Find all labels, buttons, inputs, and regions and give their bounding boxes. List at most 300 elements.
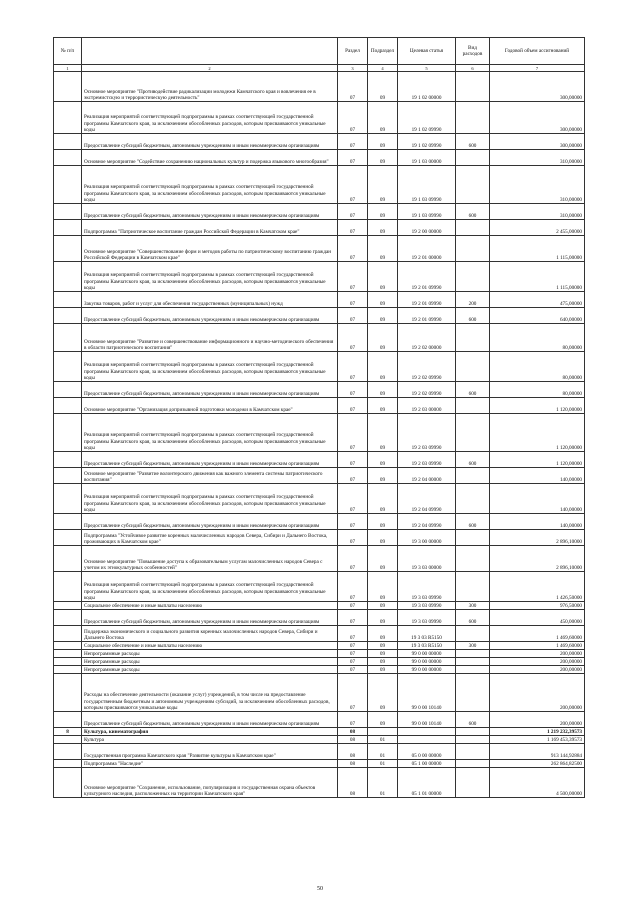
row-vr-cell <box>456 768 490 798</box>
row-name-cell: Основное мероприятие "Развитие и совершенствование информационного и научно-методического обеспечения в области патриотического воспитания" <box>82 324 338 352</box>
row-name-cell: Реализация мероприятий соответствующей подпрограммы в рамках соответствующей государственной программы Камчатского края, за исключением обособленных расходов, которым присваиваются уникальные коды <box>82 414 338 452</box>
row-amount-cell: 1 120,00000 <box>490 452 585 468</box>
table-row <box>54 712 585 728</box>
table-row <box>54 674 585 712</box>
table-row <box>54 204 585 220</box>
row-podrazdel-cell: 09 <box>368 398 398 414</box>
row-amount-cell: 913 144,92884 <box>490 744 585 760</box>
page-number: 50 <box>317 886 323 892</box>
row-number-cell <box>54 382 82 398</box>
row-vr-cell <box>456 666 490 674</box>
row-podrazdel-cell: 09 <box>368 236 398 262</box>
row-name-cell: Реализация мероприятий соответствующей подпрограммы в рамках соответствующей государственной программы Камчатского края, за исключением обособленных расходов, которым присваиваются уникальные коды <box>82 102 338 134</box>
row-amount-cell: 140,00000 <box>490 484 585 514</box>
table-row <box>54 308 585 324</box>
row-podrazdel-cell: 09 <box>368 546 398 572</box>
row-name-cell: Непрограммные расходы <box>82 650 338 658</box>
row-razdel-cell: 07 <box>338 352 368 382</box>
row-number-cell <box>54 650 82 658</box>
row-name-cell: Социальное обеспечение и иные выплаты населению <box>82 602 338 610</box>
row-amount-cell: 200,00000 <box>490 658 585 666</box>
row-number-cell <box>54 744 82 760</box>
table-row <box>54 352 585 382</box>
row-number-cell <box>54 602 82 610</box>
row-vr-cell: 600 <box>456 134 490 150</box>
table-row <box>54 468 585 484</box>
table-row <box>54 744 585 760</box>
row-csr-cell: 19 3 03 00000 <box>398 546 456 572</box>
row-podrazdel-cell: 09 <box>368 572 398 602</box>
row-razdel-cell: 07 <box>338 292 368 308</box>
row-name-cell: Предоставление субсидий бюджетным, автономным учреждениям и иным некоммерческим организациям <box>82 452 338 468</box>
table-row <box>54 658 585 666</box>
row-name-cell: Непрограммные расходы <box>82 666 338 674</box>
row-number-cell <box>54 452 82 468</box>
row-vr-cell: 600 <box>456 308 490 324</box>
row-vr-cell: 200 <box>456 292 490 308</box>
row-amount-cell: 310,00000 <box>490 166 585 204</box>
row-vr-cell <box>456 220 490 236</box>
row-number-cell <box>54 220 82 236</box>
row-csr-cell: 05 0 00 00000 <box>398 744 456 760</box>
table-body <box>54 72 585 798</box>
row-vr-cell: 600 <box>456 712 490 728</box>
row-razdel-cell: 07 <box>338 452 368 468</box>
row-podrazdel-cell: 09 <box>368 134 398 150</box>
row-name-cell: Предоставление субсидий бюджетным, автономным учреждениям и иным некоммерческим организациям <box>82 712 338 728</box>
row-amount-cell: 1 115,00000 <box>490 236 585 262</box>
row-vr-cell <box>456 546 490 572</box>
row-name-cell: Расходы на обеспечение деятельности (оказание услуг) учреждений, в том числе на предоставление государственным бюджетным и автономным учреждениям субсидий, за исключением обособленных расходов, которым присваиваются уникальные коды <box>82 674 338 712</box>
row-name-cell: Подпрограмма "Патриотическое воспитание граждан Российской Федерации в Камчатском крае" <box>82 220 338 236</box>
row-number-cell <box>54 72 82 102</box>
table-row <box>54 236 585 262</box>
row-podrazdel-cell: 09 <box>368 530 398 546</box>
row-razdel-cell: 07 <box>338 134 368 150</box>
table-row <box>54 262 585 292</box>
row-vr-cell <box>456 72 490 102</box>
row-razdel-cell: 07 <box>338 166 368 204</box>
row-vr-cell <box>456 728 490 736</box>
row-csr-cell: 19 2 01 00000 <box>398 236 456 262</box>
index-cell: 3 <box>338 65 368 72</box>
row-csr-cell: 05 1 01 00000 <box>398 768 456 798</box>
row-csr-cell <box>398 728 456 736</box>
row-razdel-cell: 07 <box>338 602 368 610</box>
row-podrazdel-cell: 09 <box>368 204 398 220</box>
row-amount-cell: 200,00000 <box>490 712 585 728</box>
row-podrazdel-cell: 09 <box>368 382 398 398</box>
row-vr-cell <box>456 484 490 514</box>
row-vr-cell <box>456 262 490 292</box>
header-podrazdel: Подраздел <box>368 38 398 65</box>
row-podrazdel-cell: 09 <box>368 292 398 308</box>
row-name-cell: Реализация мероприятий соответствующей подпрограммы в рамках соответствующей государственной программы Камчатского края, за исключением обособленных расходов, которым присваиваются уникальные коды <box>82 572 338 602</box>
row-razdel-cell: 07 <box>338 610 368 626</box>
row-razdel-cell: 07 <box>338 626 368 642</box>
row-number-cell <box>54 572 82 602</box>
row-razdel-cell: 07 <box>338 530 368 546</box>
row-vr-cell <box>456 102 490 134</box>
row-razdel-cell: 07 <box>338 414 368 452</box>
row-csr-cell: 19 2 00 00000 <box>398 220 456 236</box>
row-csr-cell: 99 0 00 00000 <box>398 658 456 666</box>
row-amount-cell: 300,00000 <box>490 134 585 150</box>
row-amount-cell: 976,50000 <box>490 602 585 610</box>
row-number-cell <box>54 352 82 382</box>
row-csr-cell: 19 2 02 00000 <box>398 324 456 352</box>
row-vr-cell <box>456 352 490 382</box>
row-podrazdel-cell: 09 <box>368 220 398 236</box>
header-amount: Годовой объем ассигнований <box>490 38 585 65</box>
row-csr-cell: 19 1 03 09990 <box>398 166 456 204</box>
row-number-cell <box>54 610 82 626</box>
row-csr-cell: 19 3 03 09990 <box>398 572 456 602</box>
row-name-cell: Основное мероприятие "Развитие волонтерского движения как важного элемента системы патриотического воспитания" <box>82 468 338 484</box>
row-razdel-cell: 07 <box>338 236 368 262</box>
row-vr-cell <box>456 650 490 658</box>
row-csr-cell: 19 2 01 09990 <box>398 262 456 292</box>
row-name-cell: Реализация мероприятий соответствующей подпрограммы в рамках соответствующей государственной программы Камчатского края, за исключением обособленных расходов, которым присваиваются уникальные коды <box>82 484 338 514</box>
row-razdel-cell: 07 <box>338 262 368 292</box>
row-csr-cell: 19 2 02 09990 <box>398 382 456 398</box>
row-amount-cell: 310,00000 <box>490 204 585 220</box>
index-cell: 7 <box>490 65 585 72</box>
row-number-cell <box>54 666 82 674</box>
row-csr-cell: 19 2 04 09990 <box>398 514 456 530</box>
row-razdel-cell: 07 <box>338 72 368 102</box>
row-podrazdel-cell: 09 <box>368 102 398 134</box>
row-razdel-cell: 07 <box>338 484 368 514</box>
row-csr-cell: 19 2 01 09990 <box>398 308 456 324</box>
row-name-cell: Социальное обеспечение и иные выплаты населению <box>82 642 338 650</box>
table-row <box>54 398 585 414</box>
table-row <box>54 514 585 530</box>
row-razdel-cell: 07 <box>338 642 368 650</box>
row-podrazdel-cell: 01 <box>368 736 398 744</box>
row-number-cell <box>54 760 82 768</box>
row-podrazdel-cell: 09 <box>368 642 398 650</box>
row-amount-cell: 140,00000 <box>490 468 585 484</box>
row-csr-cell: 19 2 03 09990 <box>398 452 456 468</box>
row-name-cell: Основное мероприятие "Противодействие радикализации молодежи Камчатского края и вовлечения ее в экстремистскую и террористическую деятельность" <box>82 72 338 102</box>
row-vr-cell <box>456 572 490 602</box>
row-name-cell: Закупка товаров, работ и услуг для обеспечения государственных (муниципальных) нужд <box>82 292 338 308</box>
row-vr-cell <box>456 150 490 166</box>
row-razdel-cell: 08 <box>338 728 368 736</box>
row-podrazdel-cell: 09 <box>368 658 398 666</box>
row-razdel-cell: 07 <box>338 150 368 166</box>
row-number-cell <box>54 658 82 666</box>
table-row <box>54 452 585 468</box>
row-number-cell <box>54 204 82 220</box>
row-name-cell: Основное мероприятие "Повышение доступа к образовательным услугам малочисленных народов Севера с учетом их этнокультурных особенностей" <box>82 546 338 572</box>
row-number-cell <box>54 736 82 744</box>
row-number-cell <box>54 324 82 352</box>
table-row <box>54 166 585 204</box>
table-row <box>54 134 585 150</box>
row-csr-cell: 99 0 00 00000 <box>398 666 456 674</box>
row-podrazdel-cell: 01 <box>368 744 398 760</box>
row-podrazdel-cell: 09 <box>368 352 398 382</box>
row-vr-cell: 600 <box>456 204 490 220</box>
row-amount-cell: 1 469,60000 <box>490 642 585 650</box>
table-row <box>54 768 585 798</box>
row-vr-cell: 600 <box>456 610 490 626</box>
row-name-cell: Реализация мероприятий соответствующей подпрограммы в рамках соответствующей государственной программы Камчатского края, за исключением обособленных расходов, которым присваиваются уникальные коды <box>82 352 338 382</box>
row-amount-cell: 300,00000 <box>490 102 585 134</box>
row-razdel-cell: 07 <box>338 666 368 674</box>
row-vr-cell <box>456 626 490 642</box>
row-vr-cell <box>456 736 490 744</box>
row-name-cell: Предоставление субсидий бюджетным, автономным учреждениям и иным некоммерческим организациям <box>82 382 338 398</box>
row-csr-cell: 19 3 03 R5150 <box>398 626 456 642</box>
row-name-cell: Государственная программа Камчатского края "Развитие культуры в Камчатском крае" <box>82 744 338 760</box>
row-amount-cell: 80,00000 <box>490 352 585 382</box>
row-number-cell <box>54 414 82 452</box>
row-vr-cell <box>456 658 490 666</box>
row-csr-cell: 19 1 03 00000 <box>398 150 456 166</box>
row-number-cell <box>54 674 82 712</box>
row-number-cell <box>54 166 82 204</box>
row-number-cell: 8 <box>54 728 82 736</box>
table-row <box>54 220 585 236</box>
row-name-cell: Основное мероприятие "Сохранение, использование, популяризация и государственная охрана объектов культурного наследия, расположенных на территории Камчатского края" <box>82 768 338 798</box>
row-number-cell <box>54 546 82 572</box>
row-number-cell <box>54 626 82 642</box>
row-podrazdel-cell: 09 <box>368 468 398 484</box>
table-row <box>54 484 585 514</box>
row-csr-cell: 99 0 00 10140 <box>398 674 456 712</box>
row-vr-cell <box>456 414 490 452</box>
row-razdel-cell: 07 <box>338 712 368 728</box>
row-number-cell <box>54 236 82 262</box>
row-podrazdel-cell: 09 <box>368 150 398 166</box>
row-vr-cell <box>456 324 490 352</box>
row-csr-cell: 19 2 02 09990 <box>398 352 456 382</box>
row-csr-cell: 19 2 04 09990 <box>398 484 456 514</box>
row-vr-cell <box>456 398 490 414</box>
row-amount-cell: 200,00000 <box>490 650 585 658</box>
row-csr-cell: 19 2 01 09990 <box>398 292 456 308</box>
index-cell: 2 <box>82 65 338 72</box>
row-amount-cell: 200,00000 <box>490 674 585 712</box>
row-csr-cell: 19 1 02 09990 <box>398 134 456 150</box>
row-name-cell: Предоставление субсидий бюджетным, автономным учреждениям и иным некоммерческим организациям <box>82 134 338 150</box>
row-number-cell <box>54 102 82 134</box>
row-podrazdel-cell: 09 <box>368 626 398 642</box>
row-csr-cell: 19 1 02 09990 <box>398 102 456 134</box>
index-cell: 4 <box>368 65 398 72</box>
row-amount-cell: 140,00000 <box>490 514 585 530</box>
row-name-cell: Подпрограмма "Наследие" <box>82 760 338 768</box>
row-amount-cell: 310,00000 <box>490 150 585 166</box>
row-amount-cell: 2 896,10000 <box>490 530 585 546</box>
table-row <box>54 666 585 674</box>
row-number-cell <box>54 642 82 650</box>
budget-table-sheet <box>53 37 584 798</box>
row-razdel-cell: 07 <box>338 324 368 352</box>
row-amount-cell: 640,00000 <box>490 308 585 324</box>
row-csr-cell: 19 3 00 00000 <box>398 530 456 546</box>
row-amount-cell: 1 169 453,39573 <box>490 736 585 744</box>
table-row <box>54 72 585 102</box>
row-name-cell: Основное мероприятие "Содействие сохранению национальных культур и подержка языкового многообразия" <box>82 150 338 166</box>
row-podrazdel-cell: 09 <box>368 650 398 658</box>
table-header-row <box>54 38 585 65</box>
row-vr-cell <box>456 744 490 760</box>
header-vr: Вид расходов <box>456 38 490 65</box>
table-row <box>54 546 585 572</box>
row-number-cell <box>54 262 82 292</box>
row-razdel-cell: 07 <box>338 102 368 134</box>
table-row <box>54 760 585 768</box>
row-amount-cell: 200,00000 <box>490 666 585 674</box>
row-podrazdel-cell: 09 <box>368 166 398 204</box>
row-amount-cell: 300,00000 <box>490 72 585 102</box>
header-name <box>82 38 338 65</box>
row-podrazdel-cell <box>368 728 398 736</box>
row-name-cell: Непрограммные расходы <box>82 658 338 666</box>
row-razdel-cell: 07 <box>338 398 368 414</box>
row-name-cell: Культура, кинематография <box>82 728 338 736</box>
row-name-cell: Предоставление субсидий бюджетным, автономным учреждениям и иным некоммерческим организациям <box>82 514 338 530</box>
row-podrazdel-cell: 09 <box>368 674 398 712</box>
row-razdel-cell: 07 <box>338 572 368 602</box>
row-number-cell <box>54 768 82 798</box>
row-number-cell <box>54 514 82 530</box>
row-podrazdel-cell: 09 <box>368 514 398 530</box>
row-podrazdel-cell: 01 <box>368 768 398 798</box>
row-number-cell <box>54 468 82 484</box>
table-row <box>54 626 585 642</box>
row-vr-cell <box>456 468 490 484</box>
row-amount-cell: 1 426,50000 <box>490 572 585 602</box>
row-vr-cell: 600 <box>456 514 490 530</box>
row-podrazdel-cell: 09 <box>368 414 398 452</box>
row-number-cell <box>54 484 82 514</box>
row-razdel-cell: 07 <box>338 658 368 666</box>
index-cell: 5 <box>398 65 456 72</box>
row-razdel-cell: 07 <box>338 468 368 484</box>
row-podrazdel-cell: 09 <box>368 610 398 626</box>
row-razdel-cell: 08 <box>338 744 368 760</box>
table-row <box>54 728 585 736</box>
row-name-cell: Предоставление субсидий бюджетным, автономным учреждениям и иным некоммерческим организациям <box>82 308 338 324</box>
row-vr-cell: 300 <box>456 642 490 650</box>
row-csr-cell: 19 1 02 00000 <box>398 72 456 102</box>
row-amount-cell: 2 896,10000 <box>490 546 585 572</box>
table-row <box>54 572 585 602</box>
row-podrazdel-cell: 09 <box>368 712 398 728</box>
row-podrazdel-cell: 09 <box>368 324 398 352</box>
row-amount-cell: 262 864,82500 <box>490 760 585 768</box>
row-name-cell: Основное мероприятие "Совершенствование форм и методов работы по патриотическому воспитанию граждан Российской Федерации в Камчатском крае" <box>82 236 338 262</box>
row-razdel-cell: 08 <box>338 736 368 744</box>
row-csr-cell: 19 2 04 00000 <box>398 468 456 484</box>
row-razdel-cell: 08 <box>338 760 368 768</box>
index-cell: 6 <box>456 65 490 72</box>
row-razdel-cell: 07 <box>338 308 368 324</box>
row-number-cell <box>54 134 82 150</box>
row-number-cell <box>54 530 82 546</box>
table-row <box>54 650 585 658</box>
row-razdel-cell: 07 <box>338 650 368 658</box>
row-name-cell: Реализация мероприятий соответствующей подпрограммы в рамках соответствующей государственной программы Камчатского края, за исключением обособленных расходов, которым присваиваются уникальные коды <box>82 262 338 292</box>
budget-table <box>53 37 585 798</box>
row-razdel-cell: 07 <box>338 220 368 236</box>
row-vr-cell <box>456 530 490 546</box>
row-number-cell <box>54 308 82 324</box>
row-podrazdel-cell: 09 <box>368 666 398 674</box>
row-razdel-cell: 07 <box>338 204 368 220</box>
row-csr-cell: 19 3 03 09990 <box>398 610 456 626</box>
row-amount-cell: 1 120,00000 <box>490 398 585 414</box>
row-razdel-cell: 07 <box>338 514 368 530</box>
table-row <box>54 382 585 398</box>
row-vr-cell <box>456 236 490 262</box>
row-name-cell: Реализация мероприятий соответствующей подпрограммы в рамках соответствующей государственной программы Камчатского края, за исключением обособленных расходов, которым присваиваются уникальные коды <box>82 166 338 204</box>
table-row <box>54 642 585 650</box>
row-amount-cell: 450,00000 <box>490 610 585 626</box>
row-amount-cell: 80,00000 <box>490 324 585 352</box>
table-row <box>54 610 585 626</box>
row-csr-cell: 19 1 03 09990 <box>398 204 456 220</box>
row-razdel-cell: 07 <box>338 674 368 712</box>
table-row <box>54 292 585 308</box>
row-name-cell: Культура <box>82 736 338 744</box>
table-row <box>54 414 585 452</box>
row-amount-cell: 1 115,00000 <box>490 262 585 292</box>
row-vr-cell <box>456 760 490 768</box>
row-csr-cell: 19 2 03 09990 <box>398 414 456 452</box>
table-row <box>54 602 585 610</box>
row-name-cell: Поддержка экономического и социального развития коренных малочисленных народов Севера, Сибири и Дальнего Востока <box>82 626 338 642</box>
row-razdel-cell: 07 <box>338 382 368 398</box>
row-amount-cell: 475,00000 <box>490 292 585 308</box>
table-row <box>54 736 585 744</box>
row-number-cell <box>54 712 82 728</box>
row-name-cell: Подпрограмма "Устойчивое развитие коренных малочисленных народов Севера, Сибири и Дальнего Востока, проживающих в Камчатском крае" <box>82 530 338 546</box>
table-row <box>54 530 585 546</box>
row-number-cell <box>54 398 82 414</box>
row-csr-cell: 19 2 03 00000 <box>398 398 456 414</box>
row-amount-cell: 80,00000 <box>490 382 585 398</box>
row-podrazdel-cell: 09 <box>368 308 398 324</box>
row-csr-cell: 19 3 03 R5150 <box>398 642 456 650</box>
row-name-cell: Предоставление субсидий бюджетным, автономным учреждениям и иным некоммерческим организациям <box>82 610 338 626</box>
row-vr-cell: 600 <box>456 452 490 468</box>
row-csr-cell: 99 0 00 10140 <box>398 712 456 728</box>
row-name-cell: Основное мероприятие "Организация допризывной подготовки молодежи в Камчатском крае" <box>82 398 338 414</box>
row-razdel-cell: 07 <box>338 546 368 572</box>
row-number-cell <box>54 292 82 308</box>
row-amount-cell: 1 469,60000 <box>490 626 585 642</box>
row-csr-cell <box>398 736 456 744</box>
row-csr-cell: 19 3 03 09990 <box>398 602 456 610</box>
row-vr-cell: 600 <box>456 382 490 398</box>
row-amount-cell: 2 455,00000 <box>490 220 585 236</box>
row-amount-cell: 1 120,00000 <box>490 414 585 452</box>
row-csr-cell: 05 1 00 00000 <box>398 760 456 768</box>
row-number-cell <box>54 150 82 166</box>
header-num: № п/п <box>54 38 82 65</box>
row-podrazdel-cell: 09 <box>368 484 398 514</box>
table-row <box>54 102 585 134</box>
row-vr-cell <box>456 166 490 204</box>
table-index-row <box>54 65 585 72</box>
row-podrazdel-cell: 01 <box>368 760 398 768</box>
